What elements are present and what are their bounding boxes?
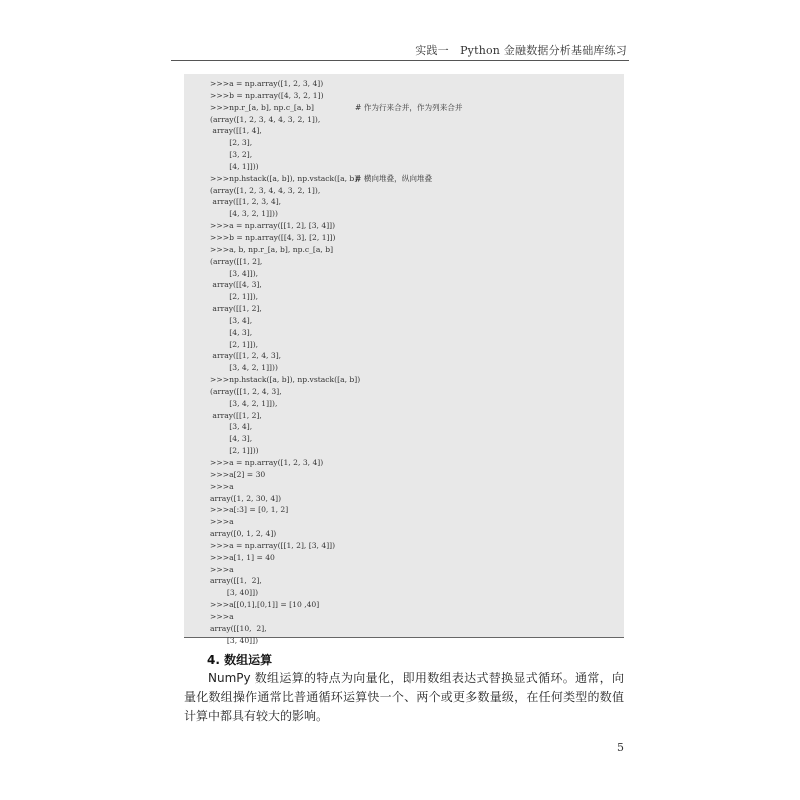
code-line bbox=[210, 137, 360, 149]
code-line bbox=[210, 481, 360, 493]
code-text: >>>a bbox=[210, 481, 234, 491]
code-text: array([[4, 3], bbox=[210, 280, 262, 290]
code-line bbox=[210, 410, 360, 422]
code-text: [4, 1]])) bbox=[210, 161, 259, 171]
code-text: >>>a bbox=[210, 611, 234, 621]
code-text: [3, 4, 2, 1]]), bbox=[210, 398, 278, 408]
section-title: 4. 数组运算 bbox=[207, 653, 273, 667]
header-rule bbox=[171, 60, 629, 61]
code-line bbox=[210, 114, 360, 126]
code-text: array([0, 1, 2, 4]) bbox=[210, 529, 277, 539]
code-text: [2, 1]])) bbox=[210, 446, 259, 456]
code-text: array([[1, 4], bbox=[210, 126, 262, 136]
code-text: >>>a, b, np.r_[a, b], np.c_[a, b] bbox=[210, 244, 334, 254]
code-line bbox=[210, 493, 360, 505]
code-text: >>>a = np.array([1, 2, 3, 4]) bbox=[210, 79, 324, 88]
code-line bbox=[210, 433, 360, 445]
code-line bbox=[210, 161, 360, 173]
code-lines bbox=[210, 78, 463, 647]
code-text: [4, 3], bbox=[210, 327, 253, 337]
code-text: >>>np.r_[a, b], np.c_[a, b] bbox=[210, 102, 315, 112]
code-text: (array([[1, 2, 4, 3], bbox=[210, 386, 282, 396]
code-line bbox=[210, 327, 360, 339]
running-header: 实践一 Python 金融数据分析基础库练习 bbox=[415, 44, 627, 57]
code-text: array([[1, 2], bbox=[210, 576, 262, 586]
code-text: >>>a = np.array([1, 2, 3, 4]) bbox=[210, 458, 324, 467]
code-text: (array([1, 2, 3, 4, 4, 3, 2, 1]), bbox=[210, 185, 321, 195]
code-line bbox=[210, 504, 360, 516]
code-line bbox=[210, 291, 360, 303]
code-text: >>>np.hstack([a, b]), np.vstack([a, b]) bbox=[210, 173, 361, 183]
code-text: [3, 2], bbox=[210, 150, 253, 160]
code-text: [3, 40]]) bbox=[210, 588, 259, 598]
code-text: >>>np.hstack([a, b]), np.vstack([a, b]) bbox=[210, 375, 361, 385]
code-listing bbox=[184, 74, 624, 645]
code-text: >>>a bbox=[210, 564, 234, 574]
code-line bbox=[210, 303, 360, 315]
code-text: [3, 40]]) bbox=[210, 635, 259, 645]
code-text: array([[1, 2, 4, 3], bbox=[210, 351, 282, 361]
body-paragraph: NumPy 数组运算的特点为向量化，即用数组表达式替换显式循环。通常，向量化数组操作通常比普通循环运算快一个、两个或更多数量级，在任何类型的数值计算中都具有较大的影响。 bbox=[184, 671, 624, 723]
code-line bbox=[210, 279, 360, 291]
code-comment: # 横向堆叠，纵向堆叠 bbox=[355, 173, 433, 183]
code-line bbox=[210, 220, 360, 232]
code-line bbox=[210, 268, 360, 280]
code-line bbox=[210, 552, 360, 564]
code-line bbox=[210, 623, 360, 635]
page-number: 5 bbox=[617, 741, 624, 754]
code-line bbox=[210, 196, 360, 208]
code-line bbox=[210, 102, 463, 114]
code-line bbox=[210, 244, 360, 256]
code-line bbox=[210, 256, 360, 268]
code-text: array([[10, 2], bbox=[210, 623, 267, 633]
code-line bbox=[210, 528, 360, 540]
code-text: [4, 3], bbox=[210, 434, 253, 444]
code-text: [2, 1]]), bbox=[210, 292, 259, 302]
code-line bbox=[210, 611, 360, 623]
code-text: [3, 4, 2, 1]])) bbox=[210, 363, 278, 373]
code-text: >>>a[[0,1],[0,1]] = [10 ,40] bbox=[210, 600, 320, 610]
code-line bbox=[210, 78, 360, 90]
code-line bbox=[210, 635, 360, 647]
code-text: >>>a = np.array([[1, 2], [3, 4]]) bbox=[210, 540, 336, 550]
code-line bbox=[210, 469, 360, 481]
code-text: [3, 4], bbox=[210, 422, 253, 432]
code-text: (array([1, 2, 3, 4, 4, 3, 2, 1]), bbox=[210, 114, 321, 124]
code-line bbox=[210, 125, 360, 137]
code-text: array([1, 2, 30, 4]) bbox=[210, 493, 282, 503]
code-text: >>>a[2] = 30 bbox=[210, 469, 266, 479]
code-line bbox=[210, 232, 360, 244]
code-text: >>>b = np.array([[4, 3], [2, 1]]) bbox=[210, 232, 336, 242]
code-text: [2, 1]]), bbox=[210, 339, 259, 349]
code-line bbox=[210, 540, 360, 552]
code-line bbox=[210, 173, 433, 185]
code-line bbox=[210, 350, 360, 362]
code-line bbox=[210, 516, 360, 528]
code-line bbox=[210, 185, 360, 197]
code-text: >>>b = np.array([4, 3, 2, 1]) bbox=[210, 90, 324, 100]
code-text: [3, 4], bbox=[210, 315, 253, 325]
code-text: [4, 3, 2, 1]])) bbox=[210, 209, 278, 219]
code-text: >>>a[:3] = [0, 1, 2] bbox=[210, 505, 289, 515]
code-line bbox=[210, 445, 360, 457]
code-text: (array([[1, 2], bbox=[210, 256, 263, 266]
code-line bbox=[210, 421, 360, 433]
code-line bbox=[210, 575, 360, 587]
code-line bbox=[210, 587, 360, 599]
code-line bbox=[210, 599, 360, 611]
code-line bbox=[210, 315, 360, 327]
code-line bbox=[210, 339, 360, 351]
code-text: array([[1, 2, 3, 4], bbox=[210, 197, 282, 207]
code-text: >>>a bbox=[210, 517, 234, 527]
code-text: array([[1, 2], bbox=[210, 304, 262, 314]
code-text: >>>a[1, 1] = 40 bbox=[210, 552, 275, 562]
code-line bbox=[210, 457, 360, 469]
code-line bbox=[210, 374, 360, 386]
code-text: >>>a = np.array([[1, 2], [3, 4]]) bbox=[210, 221, 336, 231]
code-line bbox=[210, 386, 360, 398]
code-text: array([[1, 2], bbox=[210, 410, 262, 420]
code-text: [3, 4]]), bbox=[210, 268, 259, 278]
code-line bbox=[210, 208, 360, 220]
code-line bbox=[210, 398, 360, 410]
code-line bbox=[210, 90, 360, 102]
code-line bbox=[210, 362, 360, 374]
code-text: [2, 3], bbox=[210, 138, 253, 148]
code-line bbox=[210, 564, 360, 576]
code-line bbox=[210, 149, 360, 161]
code-comment: # 作为行来合并，作为列来合并 bbox=[355, 102, 463, 112]
